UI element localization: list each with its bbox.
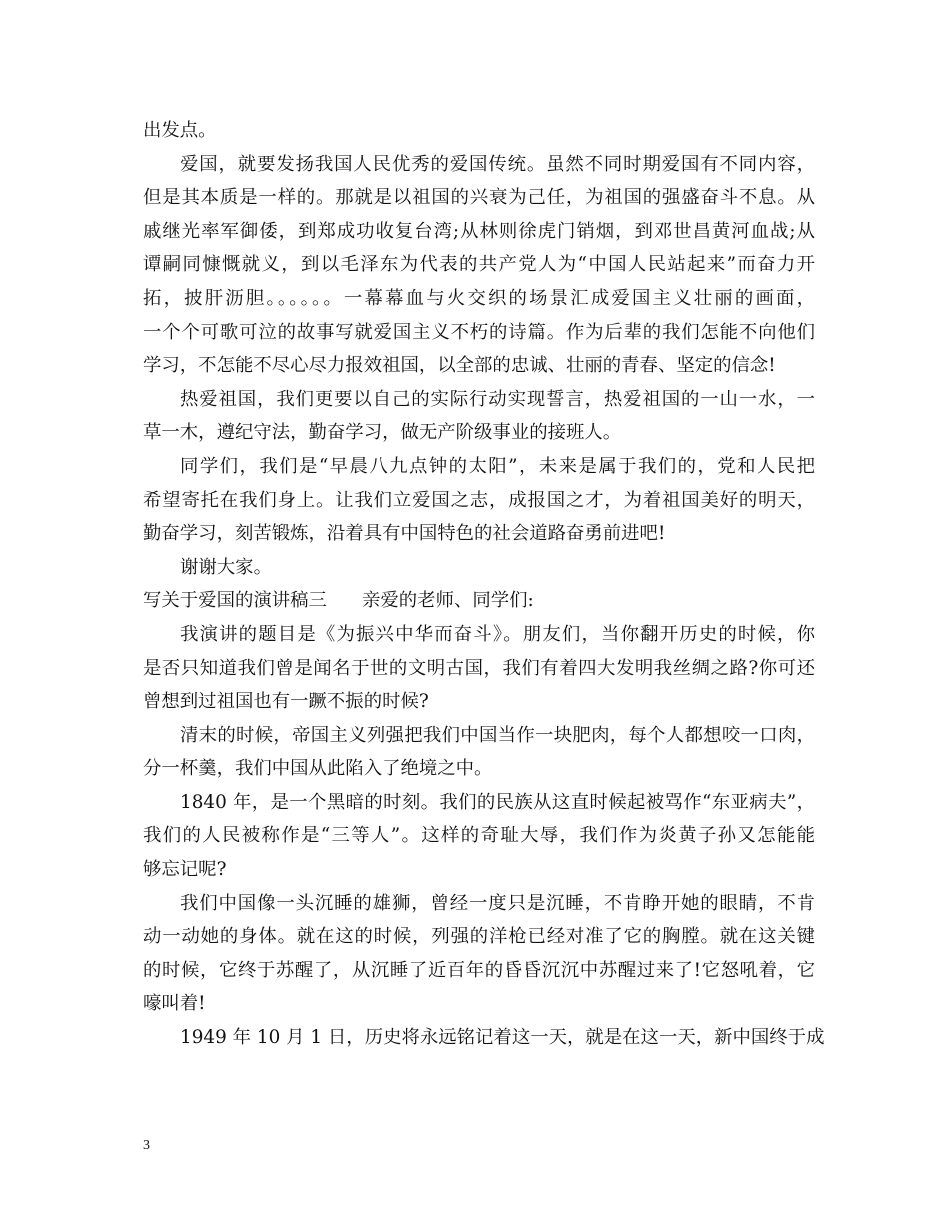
section-heading xyxy=(143,584,815,618)
paragraph-line: 一个个可歌可泣的故事写就爱国主义不朽的诗篇。作为后辈的我们怎能不向他们 xyxy=(143,321,815,343)
paragraph-line: 清末的时候，帝国主义列强把我们中国当作一块肥肉，每个人都想咬一口肉， xyxy=(180,724,815,746)
paragraph-line: 我们中国像一头沉睡的雄狮，曾经一度只是沉睡，不肯睁开她的眼睛，不肯 xyxy=(180,892,815,914)
paragraph-line: 谢谢大家。 xyxy=(180,556,272,578)
paragraph-line: 我演讲的题目是《为振兴中华而奋斗》。朋友们，当你翻开历史的时候，你 xyxy=(180,623,815,645)
paragraph-line: 爱国，就要发扬我国人民优秀的爱国传统。虽然不同时期爱国有不同内容， xyxy=(180,153,815,175)
paragraph-line: 拓，披肝沥胆。。。。。。一幕幕血与火交织的场景汇成爱国主义壮丽的画面， xyxy=(143,287,815,309)
section-title: 写关于爱国的演讲稿三 xyxy=(143,590,327,612)
paragraph-line: 同学们，我们是“早晨八九点钟的太阳”，未来是属于我们的，党和人民把 xyxy=(180,455,815,477)
paragraph-line: 1949 年 10 月 1 日，历史将永远铭记着这一天，就是在这一天，新中国终于成 xyxy=(180,1027,825,1049)
salutation: 亲爱的老师、同学们: xyxy=(362,590,534,612)
paragraph-line: 谭嗣同慷慨就义，到以毛泽东为代表的共产党人为“中国人民站起来”而奋力开 xyxy=(143,254,815,276)
paragraph-line: 曾想到过祖国也有一蹶不振的时候? xyxy=(143,691,429,713)
paragraph-line: 我们的人民被称作是“三等人”。这样的奇耻大辱，我们作为炎黄子孙又怎能能 xyxy=(143,825,815,847)
page-number: 3 xyxy=(143,1138,150,1153)
paragraph-line: 热爱祖国，我们更要以自己的实际行动实现誓言，热爱祖国的一山一水，一 xyxy=(180,388,815,410)
paragraph-line: 的时候，它终于苏醒了，从沉睡了近百年的昏昏沉沉中苏醒过来了!它怒吼着，它 xyxy=(143,959,815,981)
paragraph-line: 嚎叫着! xyxy=(143,993,206,1015)
paragraph-line: 是否只知道我们曾是闻名于世的文明古国，我们有着四大发明我丝绸之路?你可还 xyxy=(143,657,815,679)
paragraph-line: 勤奋学习，刻苦锻炼，沿着具有中国特色的社会道路奋勇前进吧! xyxy=(143,523,666,545)
paragraph-line: 够忘记呢? xyxy=(143,859,227,881)
paragraph-line: 1840 年，是一个黑暗的时刻。我们的民族从这直时候起被骂作“东亚病夫”， xyxy=(180,791,815,813)
paragraph-line: 草一木，遵纪守法，勤奋学习，做无产阶级事业的接班人。 xyxy=(143,422,622,444)
paragraph-line: 出发点。 xyxy=(143,120,217,141)
paragraph-line: 戚继光率军御倭，到郑成功收复台湾;从林则徐虎门销烟，到邓世昌黄河血战;从 xyxy=(143,220,815,242)
paragraph-line: 分一杯羹，我们中国从此陷入了绝境之中。 xyxy=(143,758,493,780)
paragraph-line: 学习，不怎能不尽心尽力报效祖国，以全部的忠诚、壮丽的青春、坚定的信念! xyxy=(143,355,776,377)
paragraph-line: 希望寄托在我们身上。让我们立爱国之志，成报国之才，为着祖国美好的明天， xyxy=(143,489,815,511)
paragraph-line: 动一动她的身体。就在这的时候，列强的洋枪已经对准了它的胸膛。就在这关键 xyxy=(143,926,815,948)
paragraph-line: 但是其本质是一样的。那就是以祖国的兴衰为己任，为祖国的强盛奋斗不息。从 xyxy=(143,187,815,209)
document-body xyxy=(143,114,825,1055)
